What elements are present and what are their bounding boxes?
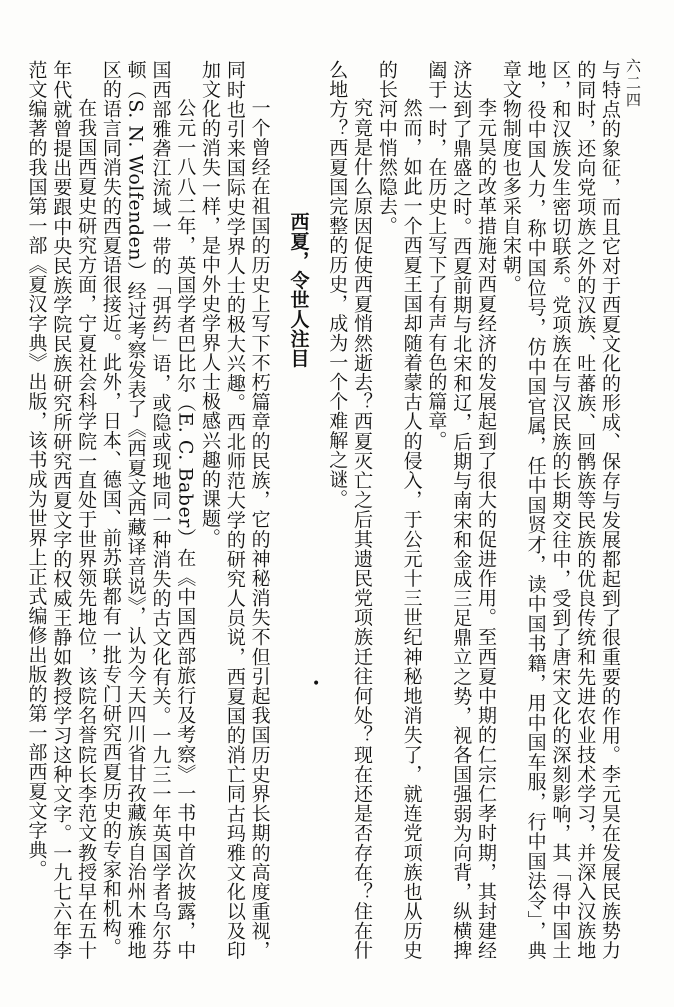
paragraph: 究竟是什么原因促使西夏悄然逝去？西夏灭亡之后其遗民党项族迁往何处？现在还是否存在？住在什么地方？西夏国完整的历史，成为一个个难解之谜。 [326,60,374,960]
paragraph: 公元一八八二年，英国学者巴比尔（E. C. Baber）在《中国西部旅行及考察》一书中首次披露，中国西部雅砻江流域一带的「弭药」语，或隐或现地同一种消失的古文化有关。一九三一年英国学者乌尔芬顿（S. N. Wolfenden）经过考察发表了《西夏文西藏译音说》，认为今天四川省甘孜藏族自治州木雅地区的语言同消失的西夏语很接近。此外，日本、德国、前苏联都有一批专门研究西夏历史的专家和机构。 [99,60,197,960]
ink-dot-mark: • [312,676,321,692]
section-title: 西夏，令世人注目 [287,212,310,368]
paragraph: 与特点的象征，而且它对于西夏文化的形成、保存与发展都起到了很重要的作用。李元昊在发展民族势力的同时，还向党项族之外的汉族、吐蕃族、回鹘族等民族的优良传统和先进农业技术学习，并深入汉族地区，和汉族发生密切联系。党项族在与汉民族的长期交往中，受到了唐宋文化的深刻影响，其「得中国土地，役中国人力，称中国位号，仿中国官属，任中国贤才，读中国书籍，用中国车服，行中国法令」，典章文物制度也多采自宋朝。 [499,60,621,960]
paragraph: 一个曾经在祖国的历史上写下不朽篇章的民族，它的神秘消失不但引起我国历史界长期的高度重视，同时也引来国际史学界人士的极大兴趣。西北师范大学的研究人员说，西夏国的消亡同古玛雅文化以及印加文化的消失一样，是中外史学界人士极感兴趣的课题。 [199,60,271,960]
page-number: 六二四 [624,58,642,109]
paragraph: 李元昊的改革措施对西夏经济的发展起到了很大的促进作用。至西夏中期的仁宗仁孝时期，其封建经济达到了鼎盛之时。西夏前期与北宋和辽，后期与南宋和金成三足鼎立之势，视各国强弱为向背，纵横捭阖于一时，在历史上写下了有声有色的篇章。 [425,60,498,960]
article-body [25,60,622,960]
paragraph: 然而，如此一个西夏王国却随着蒙古人的侵入，于公元十三世纪神秘地消失了，就连党项族也从历史的长河中悄然隐去。 [375,60,423,960]
paragraph: 在我国西夏史研究方面，宁夏社会科学院一直处于世界领先地位，该院名誉院长李范文教授早在五十年代就曾提出要跟中央民族学院民族研究所研究西夏文字的权威王静如教授学习这种文字。一九七六年李范文编著的我国第一部《夏汉字典》出版，该书成为世界上正式编修出版的第一部西夏文字典。 [25,60,98,960]
